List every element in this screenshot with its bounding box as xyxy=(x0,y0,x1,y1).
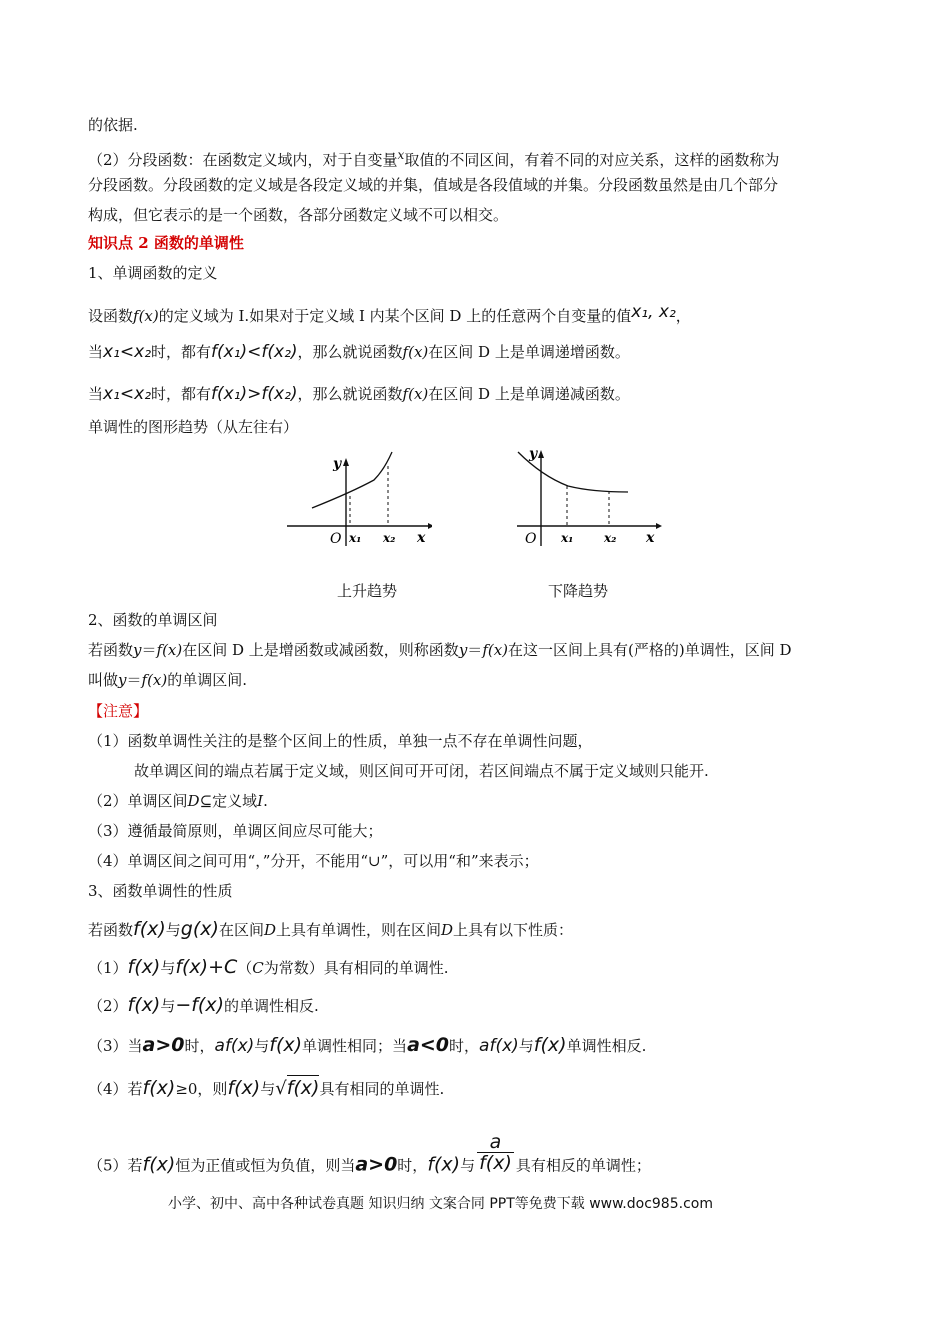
fraction: $\frac{a}{f(x)}$ xyxy=(479,1131,512,1174)
sqrt-sign: √ xyxy=(275,1078,287,1099)
note-label: 【注意】 xyxy=(88,702,149,720)
definition-line: 设函数f(x)的定义域为 I.如果对于定义域 I 内某个区间 D 上的任意两个自变量的值x₁, x₂， xyxy=(88,302,691,325)
decreasing-graph xyxy=(512,446,662,550)
text-line: 分段函数。分段函数的定义域是各段定义域的并集，值域是各段值域的并集。分段函数虽然是由几个部分 xyxy=(88,176,779,194)
note-item: （1）函数单调性关注的是整个区间上的性质，单独一点不存在单调性问题， xyxy=(88,732,593,750)
x-axis-label: x xyxy=(417,530,426,546)
note-item: 故单调区间的端点若属于定义域，则区间可开可闭，若区间端点不属于定义域则只能开. xyxy=(134,762,709,780)
text-line: 的依据. xyxy=(88,116,138,134)
x-axis-label: x xyxy=(646,530,655,546)
note-item: （3）遵循最简原则，单调区间应尽可能大； xyxy=(88,822,383,840)
note-item: （4）单调区间之间可用“，”分开，不能用“∪”，可以用“和”来表示； xyxy=(88,852,539,870)
increasing-definition: 当x₁<x₂时，都有f(x₁)<f(x₂)，那么就说函数f(x)在区间 D 上是单调递增函数。 xyxy=(88,342,630,362)
text-line: 构成，但它表示的是一个函数，各部分函数定义域不可以相交。 xyxy=(88,206,509,224)
text-line: （2）分段函数：在函数定义域内，对于自变量$^x$取值的不同区间，有着不同的对应关系，这样的函数称为 xyxy=(88,148,780,169)
page-footer: 小学、初中、高中各种试卷真题 知识归纳 文案合同 PPT等免费下载 www.doc985.com xyxy=(168,1196,713,1212)
property-5: （5）若f(x)恒为正值或恒为负值，则当a>0时，f(x)与 $\frac{a}{f(x)}$ 具有相反的单调性； xyxy=(88,1131,651,1176)
section-heading: 知识点 2 函数的单调性 xyxy=(88,234,244,252)
decreasing-definition: 当x₁<x₂时，都有f(x₁)>f(x₂)，那么就说函数f(x)在区间 D 上是单调递减函数。 xyxy=(88,384,630,404)
y-axis-label: y xyxy=(333,456,342,472)
text-line: 若函数y＝f(x)在区间 D 上是增函数或减函数，则称函数y＝f(x)在这一区间上具有(严格的)单调性，区间 D xyxy=(88,641,792,659)
property-3: （3）当a>0时，af(x)与f(x)单调性相同；当a<0时，af(x)与f(x)单调性相反. xyxy=(88,1034,647,1056)
property-4: （4）若f(x)≥0，则f(x)与√f(x)具有相同的单调性. xyxy=(88,1077,445,1099)
text-line: 叫做y＝f(x)的单调区间. xyxy=(88,671,248,689)
decreasing-caption: 下降趋势 xyxy=(548,582,609,600)
y-axis-label: y xyxy=(529,446,538,462)
x1-label: x₁ xyxy=(561,531,574,545)
subheading: 1、单调函数的定义 xyxy=(88,264,218,282)
property-2: （2）f(x)与−f(x)的单调性相反. xyxy=(88,994,319,1016)
subheading: 3、函数单调性的性质 xyxy=(88,882,233,900)
property-intro: 若函数f(x)与g(x)在区间D上具有单调性，则在区间D上具有以下性质： xyxy=(88,918,574,940)
note-item: （2）单调区间D⊆定义域I. xyxy=(88,792,268,810)
x2-label: x₂ xyxy=(604,531,617,545)
subheading: 2、函数的单调区间 xyxy=(88,611,218,629)
origin-label: O xyxy=(525,531,537,547)
x1-label: x₁ xyxy=(349,531,362,545)
property-1: （1）f(x)与f(x)+C（C为常数）具有相同的单调性. xyxy=(88,956,449,978)
origin-label: O xyxy=(330,531,342,547)
increasing-graph xyxy=(282,446,432,550)
x2-label: x₂ xyxy=(383,531,396,545)
text-line: 单调性的图形趋势（从左往右） xyxy=(88,418,299,436)
increasing-caption: 上升趋势 xyxy=(337,582,398,600)
